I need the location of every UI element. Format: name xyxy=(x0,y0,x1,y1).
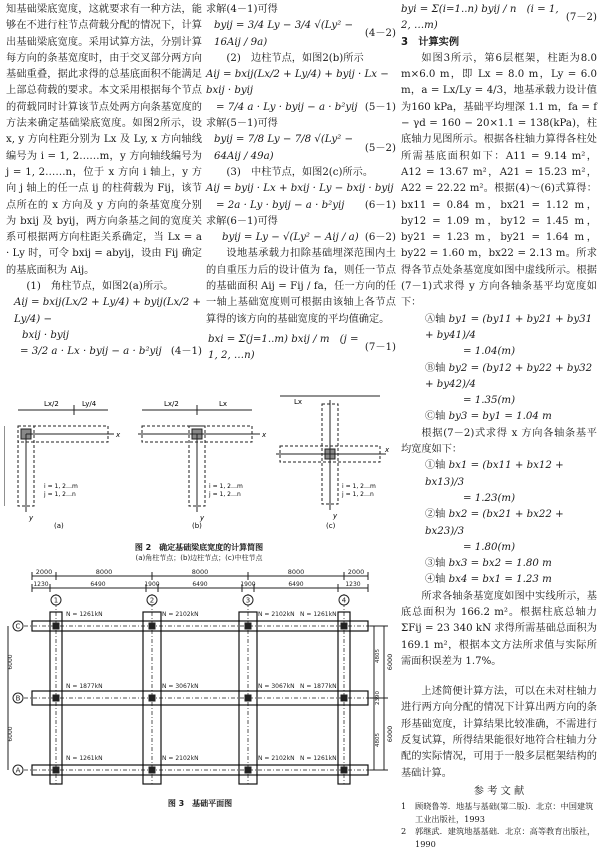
top-dimension-label: 8000 xyxy=(95,568,113,576)
equation-7-1-number: (7－1) xyxy=(364,342,396,354)
axis-1-value: = 1.23(m) xyxy=(463,492,516,504)
reference-item xyxy=(401,800,597,825)
axis-4-formula: bx4 = bx1 = 1.23 m xyxy=(448,574,552,586)
column-load-label: N = 1877kN xyxy=(300,683,337,690)
fig2-a-y-axis: y xyxy=(29,514,34,522)
equation-4-1 xyxy=(6,295,202,360)
intro-paragraph: 知基础梁底宽度，这就要求有一种方法，能够在不进行柱节点荷载分配的情况下，计算出基础梁底宽度。采用试算方法，分别计算每方向的条基宽度时，由于交叉部分两方向基础重叠，据此求得的总基底面积不能满足上部总荷载的要求。本文采用根据每个节点的荷载同时计算该节点处两方向条基宽度的方法来确定基础梁底宽度。如图2所示，设 x, y 方向柱距分别为 Lx 及 Ly, x 方向轴线编号为 i = 1, 2……m，y 方向轴线编号为 j = 1, 2……n，位于 x 方向 i 轴上，y 方向 j 轴上的任一点 ij 的柱荷载为 Fij，该节点所在的 x 方向及 y 方向的条基宽度分别为 bxij 及 byij，两方向条基之间的宽度关系可根据两方向柱距关系确定，当 Lx = a · Ly 时，可令 bxij = abyij，设由 Fij 确定的基底面积为 Aij。 xyxy=(6,4,202,276)
top-subdimension-label: 1900 xyxy=(144,581,160,588)
equation-6-1 xyxy=(206,198,396,214)
references-list xyxy=(401,800,597,850)
strip-footing-horizontal xyxy=(32,765,368,775)
column-right xyxy=(401,2,597,850)
section-heading-example: 3 计算实例 xyxy=(401,36,460,48)
fig2-b-lx2: Lx/2 xyxy=(164,400,179,408)
column-mark xyxy=(245,695,252,702)
fig2-b-x-axis: x xyxy=(262,431,267,439)
axis-2-value: = 1.80(m) xyxy=(463,541,516,553)
axis-b-formula: by2 = (by12 + by22 + by32 + by42)/4 xyxy=(425,362,593,390)
axis-number-label: 4 xyxy=(341,596,347,605)
fig2-c-x-axis: x xyxy=(385,446,390,454)
edge-node-paragraph: (2) 边柱节点，如图2(b)所示 xyxy=(226,52,364,64)
axis-letter-label: C xyxy=(15,622,21,631)
column-load-label: N = 3067kN xyxy=(258,683,295,690)
fig2-a-label: (a) xyxy=(54,522,64,530)
equation-4-1-number: (4－1) xyxy=(170,346,202,358)
axis-2-label: ②轴 xyxy=(425,509,446,521)
equation-7-1 xyxy=(206,332,396,365)
column-middle xyxy=(206,2,396,365)
right-subdimension-label: 4805 xyxy=(375,733,381,747)
axis-1-result xyxy=(401,458,597,491)
top-dimension-label: 2000 xyxy=(35,568,53,576)
axis-b-label: Ⓑ轴 xyxy=(425,362,446,374)
equation-7-2-formula: byi = Σ(i=1..n) byij / n (i = 1, 2, …m) xyxy=(401,4,559,32)
right-dimension-label: 6000 xyxy=(386,653,394,671)
fig2-a-ly4: Ly/4 xyxy=(82,400,97,408)
right-subdimension-label: 4805 xyxy=(375,649,381,663)
figure-2 xyxy=(4,390,394,540)
column-mark xyxy=(149,767,156,774)
figure-2-caption-title: 图 2 确定基础梁底宽度的计算简图 xyxy=(134,543,264,552)
fig2-c-index-j: j = 1, 2…n xyxy=(342,491,374,498)
middle-node-paragraph: (3) 中柱节点，如图2(c)所示。 xyxy=(226,166,374,178)
example-paragraph: 如图3所示，第6层框架，柱距为8.0 m×6.0 m，即 Lx = 8.0 m，Ly = 6.0 m，a = Lx/Ly = 4/3，地基承载力设计值为160 kPa，基础平均埋深 1.1 m，fa = f − γd = 160 − 20×1.1 = 138(kPa)，柱底轴力见图所示。根据各柱轴力算得各柱处所需基底面积如下：A11 = 9.14 m²，A12 = 13.67 m²，A21 = 15.23 m²，A22 = 22.22 m²。根据(4)～(6)式算得：bx11 = 0.84 m，bx21 = 1.12 m，by12 = 1.09 m，by12 = 1.45 m，by21 = 1.23 m，by21 = 1.64 m，by22 = 1.60 m，bx22 = 2.13 m。所求得各节点处条基宽度如图中虚线所示。根据(7－1)式求得 y 方向各轴条基平均宽度如下： xyxy=(401,52,597,309)
equation-7-1-formula: bxi = Σ(j=1..m) bxij / m (j = 1, 2, …n) xyxy=(208,333,359,362)
axis-3-result xyxy=(401,556,597,572)
column-load-label: N = 1877kN xyxy=(66,683,103,690)
equation-5-1-line1: Aij = bxij(Lx/2 + Ly/4) + byij · Lx − bxij · byij xyxy=(206,69,389,97)
equation-5-2 xyxy=(206,132,396,165)
axis-b-result xyxy=(401,361,597,394)
axis-2-result xyxy=(401,507,597,540)
axis-a-formula: by1 = (by11 + by21 + by31 + by41)/4 xyxy=(425,313,593,341)
column-load-label: N = 1261kN xyxy=(66,611,103,618)
fig2-a-index-i: i = 1, 2…m xyxy=(44,483,78,490)
figure-2-caption-sub: (a)角柱节点；(b)边柱节点；(c)中柱节点 xyxy=(135,554,263,562)
strip-footing-horizontal xyxy=(32,621,368,631)
top-dimension-label: 8000 xyxy=(287,568,305,576)
column-mark xyxy=(245,623,252,630)
fig2-c-label: (c) xyxy=(326,522,336,530)
axis-3-formula: bx3 = bx2 = 1.80 m xyxy=(448,558,552,570)
fig2-a-x-axis: x xyxy=(116,431,121,439)
fig2-b-label: (b) xyxy=(192,522,202,530)
reference-number: 2 xyxy=(401,826,407,837)
column-mark xyxy=(245,767,252,774)
top-subdimension-label: 6490 xyxy=(192,581,208,588)
solve-6-1-text: 求解(6－1)可得 xyxy=(206,215,278,227)
fig2-a-index-j: j = 1, 2…n xyxy=(44,491,76,498)
equation-4-2-formula: byij = 3/4 Ly − 3/4 √(Ly² − 16Aij / 9a) xyxy=(214,20,353,48)
column-mark xyxy=(341,767,348,774)
equation-6-2 xyxy=(206,230,396,246)
axis-4-result xyxy=(401,572,597,588)
equation-5-1-number: (5－1) xyxy=(364,101,396,113)
fig2-c-index-i: i = 1, 2…m xyxy=(342,483,376,490)
figure-3-caption: 图 3 基础平面图 xyxy=(167,799,233,808)
equation-4-1-line2: bxij · byij xyxy=(22,329,70,341)
fig2-b-lx: Lx xyxy=(219,400,228,408)
column-load-label: N = 1261kN xyxy=(300,611,337,618)
column-mark xyxy=(341,695,348,702)
fig2-a-lx2: Lx/2 xyxy=(44,400,59,408)
fig2-b-index-i: i = 1, 2…m xyxy=(209,483,243,490)
equation-7-2-number: (7－2) xyxy=(565,12,597,24)
reference-item xyxy=(401,825,597,850)
axis-c-result xyxy=(401,409,597,425)
top-subdimension-label: 6490 xyxy=(288,581,304,588)
column-mark xyxy=(53,695,60,702)
equation-5-1-line2: = 7/4 a · Ly · byij − a · b²yij xyxy=(216,101,358,113)
equation-4-1-line3: = 3/2 a · Lx · byij − a · b²yij xyxy=(20,346,162,358)
equation-4-1-line1: Aij = bxij(Lx/2 + Ly/4) + byij(Lx/2 + Ly/4) − xyxy=(14,297,201,325)
column-load-label: N = 3067kN xyxy=(162,683,199,690)
equation-6-2-number: (6－2) xyxy=(364,232,396,244)
axis-number-label: 3 xyxy=(245,596,251,605)
column-mark xyxy=(53,623,60,630)
axis-b-value: = 1.35(m) xyxy=(463,395,516,407)
axis-a-label: Ⓐ轴 xyxy=(425,313,446,325)
solve-4-1-text: 求解(4－1)可得 xyxy=(206,4,278,15)
right-dimension-label: 6000 xyxy=(386,725,394,743)
axis-number-label: 1 xyxy=(53,596,59,605)
column-mark xyxy=(149,623,156,630)
equation-4-2 xyxy=(206,18,396,51)
edge-node-diagram xyxy=(138,405,260,512)
equation-6-2-formula: byij = Ly − √(Ly² − Aij / a) xyxy=(222,232,359,244)
column-load-label: N = 2102kN xyxy=(258,611,295,618)
fig2-c-y-axis: y xyxy=(333,512,338,520)
bearing-capacity-paragraph: 设地基承载力扣除基础埋深范围内土的自重压力后的设计值为 fa，则任一节点的基础面积 Aij = Fij / fa，任一方向的任一轴上基础宽度则可根据由该轴上各节点算得的该方向的基础宽度的平均值确定。 xyxy=(206,248,396,325)
equation-5-2-formula: byij = 7/8 Ly − 7/8 √(Ly² − 64Aij / 49a) xyxy=(214,134,353,162)
equation-4-2-number: (4－2) xyxy=(364,28,396,40)
axis-number-label: 2 xyxy=(149,596,155,605)
x-direction-intro: 根据(7－2)式求得 x 方向各轴条基平均宽度如下： xyxy=(401,427,597,456)
result-paragraph: 所求各轴条基宽度如图中实线所示，基底总面积为 166.2 m²。根据柱底总轴力 ΣFij = 23 340 kN 求得所需基础总面积为 169.1 m²，根据本文方法所求值与实际所需面积误差为 1.7%。 xyxy=(401,590,597,667)
equation-5-2-number: (5－2) xyxy=(364,142,396,154)
left-dimension-label: 6000 xyxy=(7,726,14,742)
conclusion-paragraph: 上述简便计算方法，可以在未对柱轴力进行两方向分配的情况下计算出两方向的条形基础宽度，计算结果比较准确，不需进行反复试算，所得结果能很好地符合柱轴力分配的实际情况，可用于一般多层框架结构的基础计算。 xyxy=(401,686,597,779)
axis-1-label: ①轴 xyxy=(425,460,446,472)
references-title: 参 考 文 献 xyxy=(473,785,525,797)
reference-text: 顾晓鲁等．地基与基础(第二版)．北京：中国建筑工业出版社，1993 xyxy=(415,801,594,824)
right-subdimension-label: 2390 xyxy=(375,691,381,705)
column-mark xyxy=(53,767,60,774)
column-mark xyxy=(149,695,156,702)
figure-2-caption xyxy=(4,542,394,563)
axis-letter-label: A xyxy=(15,766,21,775)
reference-text: 郭继武．建筑地基基础．北京：高等教育出版社，1990 xyxy=(415,826,596,849)
column-load-label: N = 2102kN xyxy=(162,611,199,618)
fig2-b-index-j: j = 1, 2…n xyxy=(209,491,241,498)
equation-6-1-line2: = 2a · Ly · byij − a · b²yij xyxy=(216,199,345,211)
axis-4-label: ④轴 xyxy=(425,574,446,586)
top-subdimension-label: 1230 xyxy=(345,581,361,588)
fig2-b-y-axis: y xyxy=(200,514,205,522)
solve-5-1-text: 求解(5－1)可得 xyxy=(206,118,278,130)
top-subdimension-label: 6490 xyxy=(90,581,106,588)
reference-number: 1 xyxy=(401,801,407,812)
corner-node-paragraph: (1) 角柱节点，如图2(a)所示。 xyxy=(26,281,174,293)
equation-6-1-number: (6－1) xyxy=(364,199,396,211)
axis-c-formula: by3 = by1 = 1.04 m xyxy=(448,411,552,423)
axis-a-value: = 1.04(m) xyxy=(463,346,516,358)
top-dimension-label: 8000 xyxy=(191,568,209,576)
equation-7-2 xyxy=(401,2,597,35)
figure-2-drawing xyxy=(4,390,394,540)
strip-footing-horizontal xyxy=(32,691,368,705)
fig2-c-lx: Lx xyxy=(294,398,303,406)
column-load-label: N = 1261kN xyxy=(300,755,337,762)
column-load-label: N = 2102kN xyxy=(258,755,295,762)
axis-3-label: ③轴 xyxy=(425,558,446,570)
axis-1-formula: bx1 = (bx11 + bx12 + bx13)/3 xyxy=(425,460,564,488)
axis-2-formula: bx2 = (bx21 + bx22 + bx23)/3 xyxy=(425,509,564,537)
column-left xyxy=(6,2,202,361)
top-subdimension-label: 1230 xyxy=(33,581,49,588)
top-dimension-label: 2000 xyxy=(347,568,365,576)
figure-3 xyxy=(4,568,396,794)
column-mark xyxy=(341,623,348,630)
axis-c-label: Ⓒ轴 xyxy=(425,411,446,423)
equation-5-1 xyxy=(206,100,396,116)
axis-a-result xyxy=(401,312,597,345)
column-load-label: N = 2102kN xyxy=(162,755,199,762)
column-load-label: N = 1261kN xyxy=(66,755,103,762)
top-subdimension-label: 1900 xyxy=(240,581,256,588)
axis-letter-label: B xyxy=(15,694,21,703)
left-dimension-label: 6000 xyxy=(7,654,14,670)
foundation-plan-drawing xyxy=(4,568,396,794)
equation-6-1-line1: Aij = byij · Lx + bxij · Ly − bxij · byij xyxy=(206,183,394,195)
